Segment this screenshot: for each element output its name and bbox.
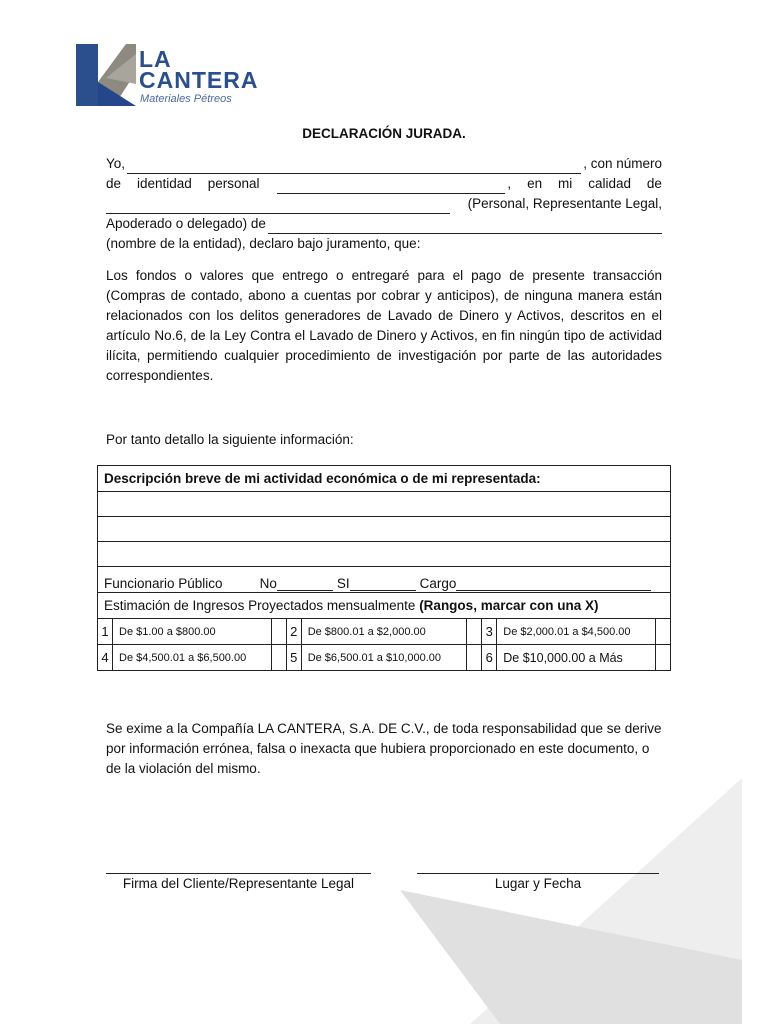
form-line-3 [106, 194, 662, 214]
place-date-block [417, 873, 659, 891]
table-header-row [98, 466, 671, 492]
client-signature-block [106, 873, 371, 891]
word-mi: mi [558, 176, 573, 191]
income-estimate-row [98, 593, 671, 619]
activity-description-header: Descripción breve de mi actividad económica o de mi representada: [98, 466, 671, 492]
logo-mark-icon [76, 44, 136, 106]
logo-text-line2: CANTERA [139, 67, 259, 93]
id-number-group [275, 174, 511, 194]
table-row[interactable] [98, 542, 671, 567]
word-de: de [106, 176, 122, 191]
client-signature-label: Firma del Cliente/Representante Legal [122, 876, 355, 891]
public-official-label: Funcionario Público [104, 575, 223, 591]
word-personal: personal [207, 176, 260, 191]
range-label: De $10,000.00 a Más [497, 645, 656, 671]
apoderado-label: Apoderado o delegado) de [106, 216, 266, 231]
public-official-line [104, 569, 664, 591]
range-label: De $1.00 a $800.00 [113, 619, 272, 645]
logo-text-line1: LA [139, 46, 172, 72]
cargo-label: Cargo [419, 575, 457, 591]
client-signature-line[interactable] [106, 873, 371, 874]
no-field[interactable] [277, 576, 333, 591]
table-row[interactable] [98, 492, 671, 517]
range-checkbox-3[interactable] [656, 619, 671, 645]
range-checkbox-4[interactable] [271, 645, 286, 671]
si-field[interactable] [350, 576, 416, 591]
range-label: De $6,500.01 a $10,000.00 [301, 645, 467, 671]
capacity-field[interactable] [106, 199, 450, 214]
range-num: 6 [482, 645, 497, 671]
form-line-4 [106, 214, 662, 234]
range-label: De $2,000.01 a $4,500.00 [497, 619, 656, 645]
si-label: SI [336, 575, 350, 591]
income-estimate-label: Estimación de Ingresos Proyectados mensualmente [104, 598, 416, 613]
activity-line-1[interactable] [98, 492, 671, 517]
range-row-1 [98, 619, 671, 645]
range-checkbox-1[interactable] [271, 619, 286, 645]
table-row[interactable] [98, 517, 671, 542]
activity-line-2[interactable] [98, 517, 671, 542]
range-num: 5 [286, 645, 301, 671]
income-estimate-instruction: (Rangos, marcar con una X) [419, 598, 599, 613]
capacity-options-label: (Personal, Representante Legal, [467, 196, 662, 211]
range-num: 1 [98, 619, 113, 645]
range-checkbox-2[interactable] [467, 619, 482, 645]
detail-intro: Por tanto detallo la siguiente información: [106, 432, 354, 447]
range-num: 4 [98, 645, 113, 671]
declaration-paragraph: Los fondos o valores que entrego o entregaré para el pago de presente transacción (Compras de contado, abono a cuentas por cobrar y anticipos), de ninguna manera están relacionados con los delitos generadores de Lavado de Dinero y Activos, descritos en el artículo No.6, de la Ley Contra el Lavado de Dinero y Activos, en fin ningún tipo de actividad ilícita, permitiendo cualquier procedimiento de investigación por parte de las autoridades correspondientes. [106, 268, 662, 383]
form-line-1 [106, 154, 662, 174]
entity-note-label: (nombre de la entidad), declaro bajo juramento, que: [106, 236, 421, 251]
form-line-5 [106, 234, 662, 254]
cargo-field[interactable] [456, 576, 651, 591]
id-number-label: , con número [583, 156, 662, 171]
place-date-line[interactable] [417, 873, 659, 874]
public-official-row [98, 567, 671, 593]
comma: , [507, 176, 512, 191]
logo-subtitle: Materiales Pétreos [140, 93, 232, 105]
id-number-field[interactable] [277, 179, 505, 194]
place-date-label: Lugar y Fecha [494, 876, 582, 891]
declaration-body [106, 124, 662, 450]
income-estimate-cell [98, 593, 671, 619]
name-field[interactable] [127, 159, 581, 174]
range-checkbox-6[interactable] [656, 645, 671, 671]
word-en: en [527, 176, 543, 191]
disclaimer-paragraph: Se exime a la Compañía LA CANTERA, S.A. DE C.V., de toda responsabilidad que se derive por información errónea, falsa o inexacta que hubiera proporcionado en este documento, o de la violación del mismo. [106, 721, 662, 776]
info-table [97, 465, 671, 671]
document-title: DECLARACIÓN JURADA. [302, 126, 466, 141]
range-row-2 [98, 645, 671, 671]
range-label: De $4,500.01 a $6,500.00 [113, 645, 272, 671]
no-label: No [259, 575, 277, 591]
word-de-2: de [646, 176, 662, 191]
yo-label: Yo, [106, 156, 126, 171]
activity-line-3[interactable] [98, 542, 671, 567]
company-logo [76, 44, 276, 108]
range-num: 3 [482, 619, 497, 645]
range-label: De $800.01 a $2,000.00 [301, 619, 467, 645]
entity-name-field[interactable] [268, 219, 662, 234]
range-checkbox-5[interactable] [467, 645, 482, 671]
word-identidad: identidad [136, 176, 192, 191]
public-official-cell [98, 567, 671, 593]
range-num: 2 [286, 619, 301, 645]
spacer [106, 386, 662, 430]
word-calidad: calidad [588, 176, 631, 191]
form-line-2 [106, 174, 662, 194]
